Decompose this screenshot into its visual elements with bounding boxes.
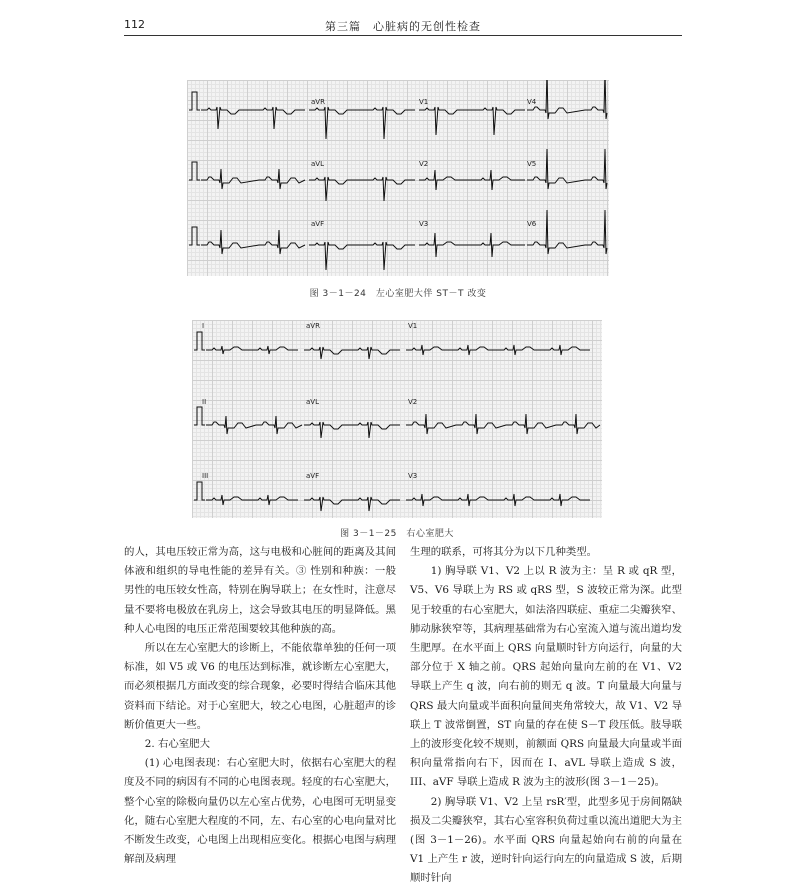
lead-label: V2	[419, 160, 429, 168]
ecg-trace	[206, 346, 298, 354]
calibration-pulse	[189, 92, 200, 110]
ecg-trace	[309, 177, 415, 201]
paragraph: 的人，其电压较正常为高，这与电极和心脏间的距离及其间体液和组织的导电性能的差异有关。③ 性别和种族：一般男性的电压较女性高，特别在胸导联上；在女性时，注意尽量不要将电极放在乳房上，这会导致其电压的明显降低。黑种人心电图的电压正常范围要较其他种族的高。	[124, 546, 396, 635]
ecg-trace	[201, 169, 305, 189]
ecg-trace	[201, 107, 305, 129]
page-header	[124, 18, 682, 34]
ecg-figure-rvh	[192, 320, 602, 518]
body-column-left	[124, 543, 396, 869]
ecg-trace	[406, 414, 600, 434]
ecg-trace	[201, 230, 305, 254]
paragraph: 2) 胸导联 V1、V2 上呈 rsR′型，此型多见于房间隔缺损及二尖瓣狭窄，其右心室容积负荷过重以流出道肥大为主(图 3－1－26)。水平面 QRS 向量起始向右前的向量在 V1 上产生 r 波，逆时针向运行向左的向量造成 S 波，后期顺时针向	[410, 795, 682, 885]
ecg-trace	[206, 416, 302, 434]
ecg-trace	[527, 80, 607, 119]
lead-label: V3	[408, 472, 418, 480]
ecg-trace	[304, 347, 400, 359]
ecg-trace	[527, 149, 607, 189]
ecg-trace	[304, 497, 400, 511]
calibration-pulse	[189, 227, 200, 245]
chapter-title: 第三篇 心脏病的无创性检查	[325, 20, 481, 33]
paragraph: 2. 右心室肥大	[144, 738, 210, 751]
paragraph: 1) 胸导联 V1、V2 上以 R 波为主：呈 R 或 qR 型，V5、V6 导联上为 RS 或 qRS 型，S 波较正常为深。此型见于较重的右心室肥大，如法洛四联症、重症二尖瓣狭窄、肺动脉狭窄等，其病理基础常为右心室流入道与流出道均发生肥厚。在水平面上 QRS 向量顺时针方向运行，向量的大部分位于 X 轴之前。QRS 起始向量向左前的在 V1、V2 导联上产生 q 波，向右前的则无 q 波。T 向量最大向量与 QRS 最大向量或半面积向量间夹角常较大，故 V1、V2 导联上 T 波常倒置，ST 向量的存在使 S－T 段压低。肢导联上的波形变化较不规则，前额面 QRS 向量最大向量或半面积向量常指向右下，因而在 I、aVL 导联上造成 S 波，III、aVF 导联上造成 R 波为主的波形(图 3－1－25)。	[410, 565, 682, 789]
lead-label: V6	[527, 220, 537, 228]
ecg-trace	[406, 494, 590, 506]
figure-caption: 图 3－1－25 右心室肥大	[340, 529, 454, 539]
paragraph: 生理的联系，可将其分为以下几种类型。	[410, 546, 598, 558]
ecg-traces	[192, 320, 602, 518]
ecg-figure-lvh	[187, 80, 609, 276]
header-rule	[124, 35, 682, 36]
lead-label: V1	[419, 98, 429, 106]
page-number: 112	[124, 18, 145, 31]
calibration-pulse	[194, 332, 205, 350]
calibration-pulse	[194, 482, 205, 500]
lead-label: V2	[408, 398, 418, 406]
lead-label: II	[202, 398, 207, 406]
calibration-pulse	[194, 407, 205, 425]
lead-label: aVL	[306, 398, 319, 406]
lead-label: I	[202, 322, 205, 330]
lead-label: III	[202, 472, 209, 480]
lead-label: aVF	[311, 220, 325, 228]
lead-label: V1	[408, 322, 418, 330]
ecg-trace	[304, 422, 400, 438]
calibration-pulse	[189, 162, 200, 180]
ecg-trace	[419, 107, 525, 135]
ecg-trace	[527, 210, 607, 254]
ecg-trace	[419, 233, 525, 257]
ecg-trace	[206, 495, 298, 505]
lead-label: V3	[419, 220, 429, 228]
ecg-trace	[419, 170, 525, 190]
body-column-right	[410, 543, 682, 889]
paragraph: 所以在左心室肥大的诊断上，不能依靠单独的任何一项标准，如 V5 或 V6 的电压达到标准，就诊断左心室肥大，而必须根据几方面改变的综合现象，必要时得结合临床其他资料而下结论。对于心室肥大，较之心电图，心脏超声的诊断价值更大一些。	[124, 642, 396, 731]
ecg-traces	[187, 80, 609, 276]
lead-label: aVL	[311, 160, 324, 168]
ecg-trace	[406, 345, 590, 355]
lead-label: aVR	[311, 98, 325, 106]
lead-label: aVR	[306, 322, 320, 330]
ecg-trace	[309, 242, 415, 270]
ecg-trace	[309, 107, 415, 139]
lead-label: V5	[527, 160, 537, 168]
paragraph: (1) 心电图表现：右心室肥大时，依据右心室肥大的程度及不同的病因有不同的心电图表现。轻度的右心室肥大，整个心室的除极向量仍以左心室占优势，心电图可无明显变化，随右心室肥大程度的不同，左、右心室的心电向量对比不断发生改变，心电图上出现相应变化。根据心电图与病理解剖及病理	[124, 757, 396, 866]
lead-label: V4	[527, 98, 537, 106]
lead-label: aVF	[306, 472, 320, 480]
figure-caption: 图 3－1－24 左心室肥大伴 ST－T 改变	[309, 289, 487, 299]
